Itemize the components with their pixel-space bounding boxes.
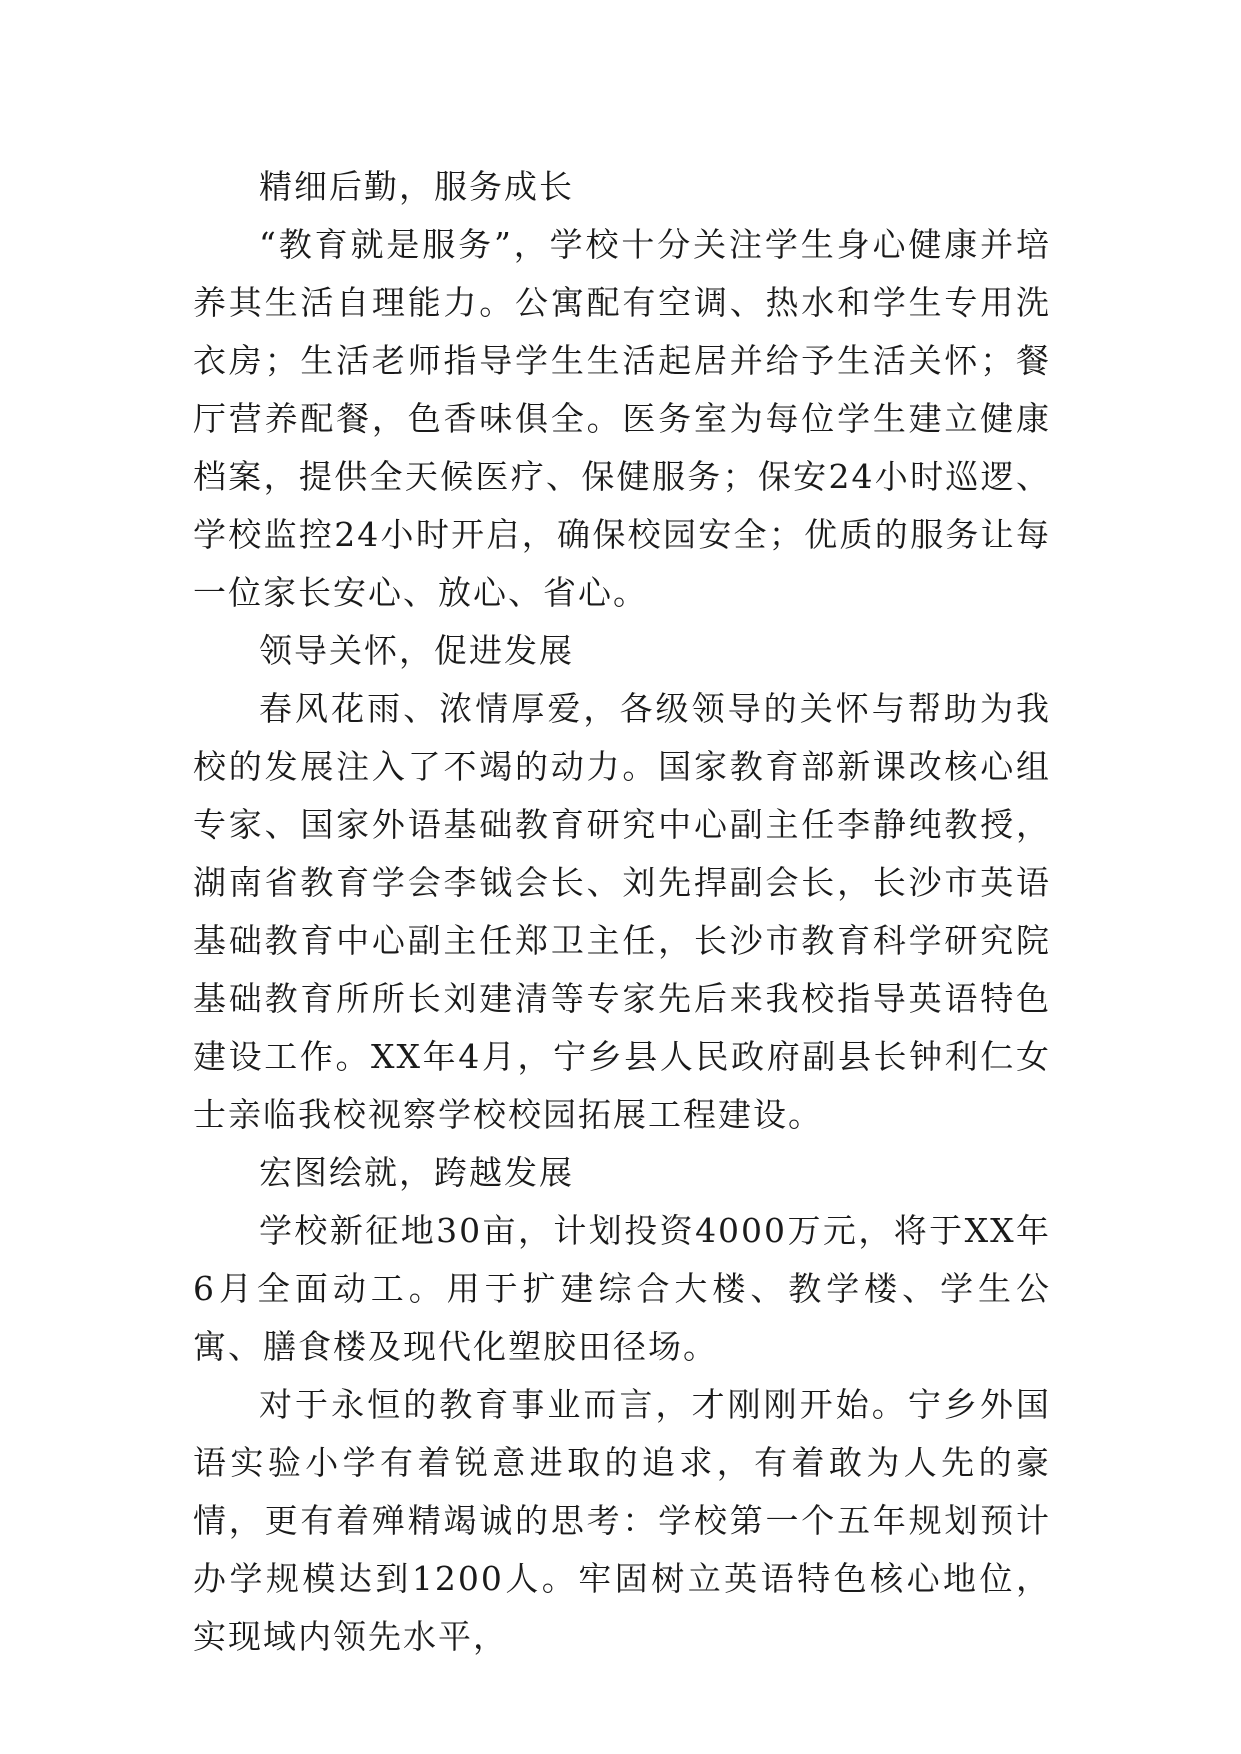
section-heading-logistics: 精细后勤，服务成长 — [259, 167, 574, 206]
document-body — [193, 158, 1051, 1666]
section-heading-leadership: 领导关怀，促进发展 — [259, 631, 574, 670]
paragraph-logistics: “教育就是服务”，学校十分关注学生身心健康并培养其生活自理能力。公寓配有空调、热水和学生专用洗衣房；生活老师指导学生生活起居并给予生活关怀；餐厅营养配餐，色香味俱全。医务室为每位学生建立健康档案，提供全天候医疗、保健服务；保安24小时巡逻、学校监控24小时开启，确保校园安全；优质的服务让每一位家长安心、放心、省心。 — [193, 225, 1051, 612]
paragraph-blueprint: 学校新征地30亩，计划投资4000万元，将于XX年6月全面动工。用于扩建综合大楼、教学楼、学生公寓、膳食楼及现代化塑胶田径场。 — [193, 1211, 1051, 1366]
paragraph-leadership: 春风花雨、浓情厚爱，各级领导的关怀与帮助为我校的发展注入了不竭的动力。国家教育部新课改核心组专家、国家外语基础教育研究中心副主任李静纯教授，湖南省教育学会李钺会长、刘先捍副会长，长沙市英语基础教育中心副主任郑卫主任，长沙市教育科学研究院基础教育所所长刘建清等专家先后来我校指导英语特色建设工作。XX年4月，宁乡县人民政府副县长钟利仁女士亲临我校视察学校校园拓展工程建设。 — [193, 689, 1051, 1134]
paragraph-future: 对于永恒的教育事业而言，才刚刚开始。宁乡外国语实验小学有着锐意进取的追求，有着敢为人先的豪情，更有着殚精竭诚的思考：学校第一个五年规划预计办学规模达到1200人。牢固树立英语特色核心地位，实现域内领先水平， — [193, 1385, 1051, 1656]
section-heading-blueprint: 宏图绘就，跨越发展 — [259, 1153, 574, 1192]
